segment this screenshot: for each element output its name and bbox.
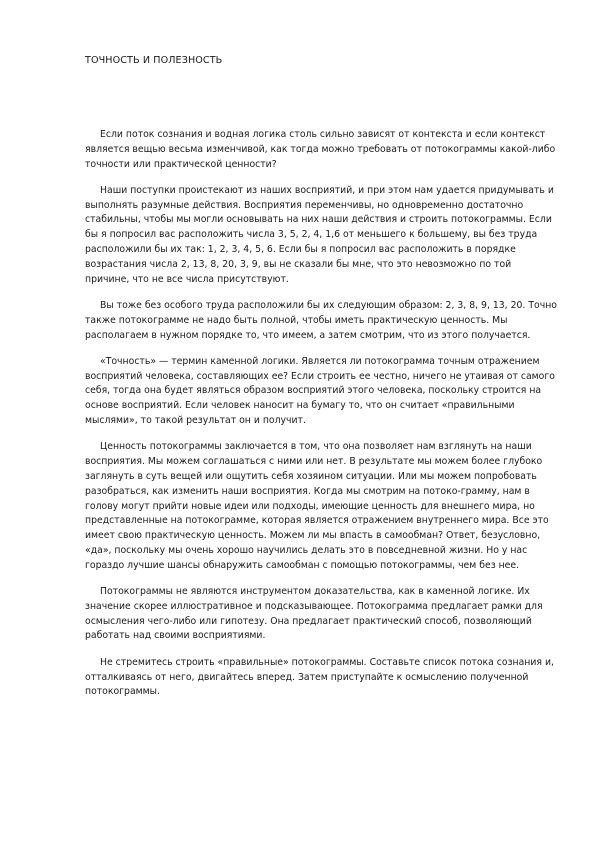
paragraph: Вы тоже без особого труда расположили бы их следующим образом: 2, 3, 8, 9, 13, 20. Точно также потокограмме не надо быть полной, чтобы иметь практическую ценность. Мы располагаем в нужном порядке то, что имеем, а затем смотрим, что из этого получается. xyxy=(85,299,557,341)
paragraph: Не стремитесь строить «правильные» потокограммы. Составьте список потока сознания и, отталкиваясь от него, двигайтесь вперед. Затем приступайте к осмыслению полученной потокограммы. xyxy=(85,656,554,698)
paragraph: Если поток сознания и водная логика столь сильно зависят от контекста и если контекст является вещью весьма изменчивой, как тогда можно требовать от потокограммы какой-либо точности или практической ценности? xyxy=(85,129,556,170)
paragraph: Наши поступки проистекают из наших восприятий, и при этом нам удается придумывать и выполнять разумные действия. Восприятия переменчивы, но одновременно достаточно стабильны, чтобы мы могли основывать на них наши действия и строить потокограммы. Если бы я попросил вас расположить числа 3, 5, 2, 4, 1,6 от меньшего к большему, вы без труда расположили бы их так: 1, 2, 3, 4, 5, 6. Если бы я попросил вас расположить в порядке возрастания числа 2, 13, 8, 20, 3, 9, вы не сказали бы мне, что это невозможно по той причине, что не все числа присутствуют. xyxy=(85,184,554,285)
document-title: ТОЧНОСТЬ И ПОЛЕЗНОСТЬ xyxy=(85,55,223,66)
paragraph: Потокограммы не являются инструментом доказательства, как в каменной логике. Их значение скорее иллюстративное и подсказывающее. Потокограмма предлагает рамки для осмысления чего-либо или гипотезу. Она предлагает практический способ, позволяющий работать над своими восприятиями. xyxy=(85,586,543,642)
paragraph: «Точность» — термин каменной логики. Является ли потокограмма точным отражением восприятий человека, составляющих ее? Если строить ее честно, ничего не утаивая от самого себя, тогда она будет являться образом восприятий этого человека, поскольку строится на основе восприятий. Если человек наносит на бумагу то, что он считает «правильными мыслями», то такой результат он и получит. xyxy=(85,355,555,427)
paragraph: Ценность потокограммы заключается в том, что она позволяет нам взглянуть на наши восприятия. Мы можем соглашаться с ними или нет. В результате мы можем более глубоко заглянуть в суть вещей или ощутить себя хозяином ситуации. Или мы можем попробовать разобраться, как изменить наши восприятия. Когда мы смотрим на потоко-грамму, нам в голову могут прийти новые идеи или подходы, имеющие ценность для внешнего мира, но представленные на потокограмме, которая является отражением внутреннего мира. Все это имеет свою практическую ценность. Можем ли мы впасть в самообман? Ответ, безусловно, «да», поскольку мы очень хорошо научились делать это в повседневной жизни. Но у нас гораздо лучшие шансы обнаружить самообман с помощью потокограммы, чем без нее. xyxy=(85,441,549,571)
document-body xyxy=(85,128,557,712)
